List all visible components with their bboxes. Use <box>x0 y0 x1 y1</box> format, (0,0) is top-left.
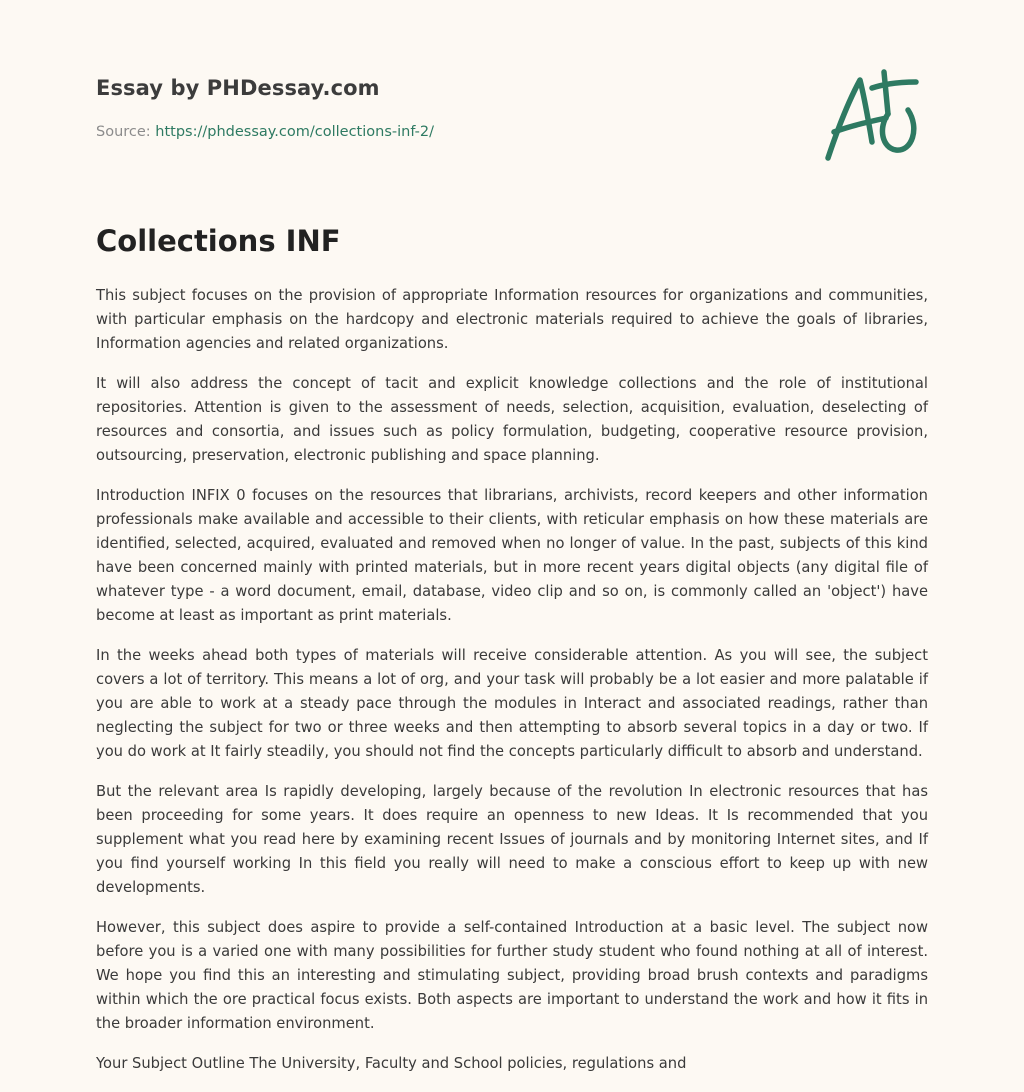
site-title: Essay by PHDessay.com <box>96 76 380 100</box>
essay-body <box>96 284 928 1092</box>
paragraph: But the relevant area Is rapidly developing, largely because of the revolution In electronic resources that has been proceeding for some years. It does require an openness to new Ideas. It Is recommended that you supplement what you read here by examining recent Issues of journals and by monitoring Internet sites, and If you find yourself working In this field you really will need to make a conscious effort to keep up with new developments. <box>96 783 928 896</box>
essay-title: Collections INF <box>96 224 341 258</box>
source-link[interactable]: https://phdessay.com/collections-inf-2/ <box>155 124 434 140</box>
a-plus-logo-icon <box>820 66 930 166</box>
source-line <box>96 124 434 140</box>
paragraph: This subject focuses on the provision of appropriate Information resources for organizations and communities, with particular emphasis on the hardcopy and electronic materials required to achieve the goals of libraries, Information agencies and related organizations. <box>96 287 928 352</box>
paragraph: However, this subject does aspire to provide a self-contained Introduction at a basic level. The subject now before you is a varied one with many possibilities for further study student who found nothing at all of interest. We hope you find this an interesting and stimulating subject, providing broad brush contexts and paradigms within which the ore practical focus exists. Both aspects are important to understand the work and how it fits in the broader information environment. <box>96 919 928 1032</box>
paragraph: Introduction INFIX 0 focuses on the resources that librarians, archivists, record keepers and other information professionals make available and accessible to their clients, with reticular emphasis on how these materials are identified, selected, acquired, evaluated and removed when no longer of value. In the past, subjects of this kind have been concerned mainly with printed materials, but in more recent years digital objects (any digital file of whatever type - a word document, email, database, video clip and so on, is commonly called an 'object') have become at least as important as print materials. <box>96 487 928 624</box>
source-label: Source: <box>96 124 151 140</box>
paragraph: Your Subject Outline The University, Faculty and School policies, regulations and <box>96 1055 687 1072</box>
paragraph: It will also address the concept of tacit and explicit knowledge collections and the role of institutional repositories. Attention is given to the assessment of needs, selection, acquisition, evaluation, deselecting of resources and consortia, and issues such as policy formulation, budgeting, cooperative resource provision, outsourcing, preservation, electronic publishing and space planning. <box>96 375 928 464</box>
paragraph: In the weeks ahead both types of materials will receive considerable attention. As you will see, the subject covers a lot of territory. This means a lot of org, and your task will probably be a lot easier and more palatable if you are able to work at a steady pace through the modules in Interact and associated readings, rather than neglecting the subject for two or three weeks and then attempting to absorb several topics in a day or two. If you do work at It fairly steadily, you should not find the concepts particularly difficult to absorb and understand. <box>96 647 928 760</box>
